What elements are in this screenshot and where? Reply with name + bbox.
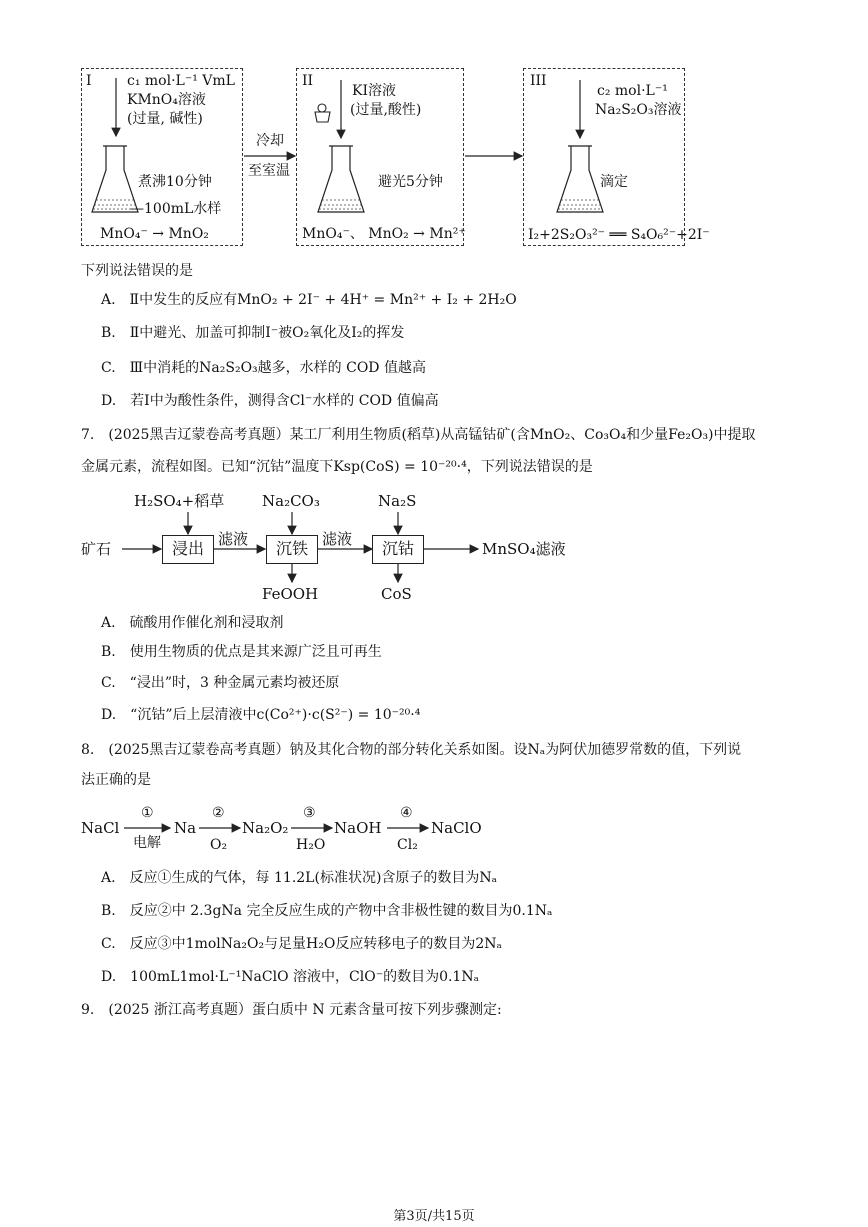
q6-option-c: C. Ⅲ中消耗的Na₂S₂O₃越多，水样的 COD 值越高 — [101, 360, 426, 376]
q7-flow-arrows — [0, 490, 868, 610]
flow-step-iron: 沉铁 — [266, 535, 318, 564]
box1-reaction: MnO₄⁻ → MnO₂ — [100, 226, 209, 242]
flow-output-3: CoS — [381, 585, 412, 603]
box1-reagent-3: (过量, 碱性) — [127, 111, 203, 127]
flow-step-leach: 浸出 — [162, 535, 214, 564]
box1-sample: —100mL水样 — [130, 201, 222, 217]
flow-final: MnSO₄滤液 — [482, 540, 566, 558]
chain-step1-num: ① — [141, 805, 154, 821]
chain-step4-cond: Cl₂ — [397, 837, 418, 853]
flow-output-2: FeOOH — [262, 585, 319, 603]
box2-reagent-1: KI溶液 — [352, 83, 396, 99]
q8-stem-line2: 法正确的是 — [81, 772, 151, 788]
q6-option-a: A. Ⅱ中发生的反应有MnO₂ + 2I⁻ + 4H⁺ = Mn²⁺ + I₂ + 2H₂O — [101, 292, 517, 308]
page-footer: 第3页/共15页 — [393, 1209, 475, 1224]
flow-filtrate-1: 滤液 — [218, 530, 249, 548]
q8-option-a: A. 反应①生成的气体，每 11.2L(标准状况)含原子的数目为Nₐ — [101, 870, 498, 886]
box1-operation: 煮沸10分钟 — [138, 174, 212, 190]
q6-option-d: D. 若Ⅰ中为酸性条件，测得含Cl⁻水样的 COD 值偏高 — [101, 393, 439, 409]
chain-na: Na — [174, 819, 197, 837]
cool-label-2: 至室温 — [248, 163, 290, 179]
chain-step2-num: ② — [212, 805, 225, 821]
q7-option-c: C. “浸出”时，3 种金属元素均被还原 — [101, 675, 340, 691]
chain-na2o2: Na₂O₂ — [242, 819, 289, 837]
flow-ore: 矿石 — [81, 540, 112, 558]
q7-option-a: A. 硫酸用作催化剂和浸取剂 — [101, 615, 284, 631]
chain-step3-num: ③ — [303, 805, 316, 821]
box2-roman: II — [302, 73, 314, 89]
flow-input-1: H₂SO₄+稻草 — [134, 492, 225, 510]
q7-stem-line1: 7. (2025黑吉辽蒙卷高考真题）某工厂利用生物质(稻草)从高锰钴矿(含MnO₂、Co₃O₄和少量Fe₂O₃)中提取 — [81, 427, 756, 443]
box3-roman: III — [530, 73, 547, 89]
flow-step-cobalt: 沉钴 — [372, 535, 424, 564]
cool-label-1: 冷却 — [256, 133, 284, 149]
q8-option-b: B. 反应②中 2.3gNa 完全反应生成的产物中含非极性键的数目为0.1Nₐ — [101, 903, 553, 919]
box2-operation: 避光5分钟 — [378, 174, 443, 190]
box3-reagent-1: c₂ mol·L⁻¹ — [597, 83, 668, 99]
q9-stem-line1: 9. (2025 浙江高考真题）蛋白质中 N 元素含量可按下列步骤测定: — [81, 1002, 502, 1018]
flow-input-3: Na₂S — [378, 492, 417, 510]
flask-2-icon — [318, 146, 364, 212]
flask-1-icon — [92, 146, 138, 212]
chain-step3-cond: H₂O — [296, 837, 326, 853]
q8-option-c: C. 反应③中1molNa₂O₂与足量H₂O反应转移电子的数目为2Nₐ — [101, 936, 502, 952]
box3-reaction: I₂+2S₂O₃²⁻ ══ S₄O₆²⁻+2I⁻ — [528, 227, 710, 243]
box2-reaction: MnO₄⁻、 MnO₂ → Mn²⁺ — [302, 226, 466, 242]
q6-option-b: B. Ⅱ中避光、加盖可抑制I⁻被O₂氧化及I₂的挥发 — [101, 325, 405, 341]
chain-step4-num: ④ — [400, 805, 413, 821]
box1-reagent-1: c₁ mol·L⁻¹ VmL — [127, 73, 235, 89]
box3-reagent-2: Na₂S₂O₃溶液 — [595, 102, 682, 118]
q7-option-b: B. 使用生物质的优点是其来源广泛且可再生 — [101, 644, 382, 660]
chain-step1-cond: 电解 — [133, 835, 161, 851]
q8-option-d: D. 100mL1mol·L⁻¹NaClO 溶液中，ClO⁻的数目为0.1Nₐ — [101, 969, 479, 985]
box1-reagent-2: KMnO₄溶液 — [127, 92, 206, 108]
q6-apparatus-drawing — [0, 0, 868, 260]
chain-naclo: NaClO — [431, 819, 482, 837]
q7-stem-line2: 金属元素，流程如图。已知“沉钴”温度下Ksp(CoS) = 10⁻²⁰·⁴，下列说法错误的是 — [81, 459, 593, 475]
box1-roman: I — [86, 73, 92, 89]
flask-3-icon — [557, 146, 603, 212]
chain-naoh: NaOH — [334, 819, 382, 837]
box2-reagent-2: (过量,酸性) — [350, 102, 422, 118]
chain-step2-cond: O₂ — [210, 837, 228, 853]
box3-operation: 滴定 — [600, 174, 628, 190]
q7-option-d: D. “沉钴”后上层清液中c(Co²⁺)·c(S²⁻) = 10⁻²⁰·⁴ — [101, 707, 421, 723]
q6-stem: 下列说法错误的是 — [81, 263, 193, 279]
q8-stem-line1: 8. (2025黑吉辽蒙卷高考真题）钠及其化合物的部分转化关系如图。设Nₐ为阿伏加德罗常数的值，下列说 — [81, 742, 742, 758]
flow-filtrate-2: 滤液 — [322, 530, 353, 548]
flow-input-2: Na₂CO₃ — [262, 492, 320, 510]
chain-nacl: NaCl — [81, 819, 120, 837]
stopper-icon — [315, 104, 330, 122]
